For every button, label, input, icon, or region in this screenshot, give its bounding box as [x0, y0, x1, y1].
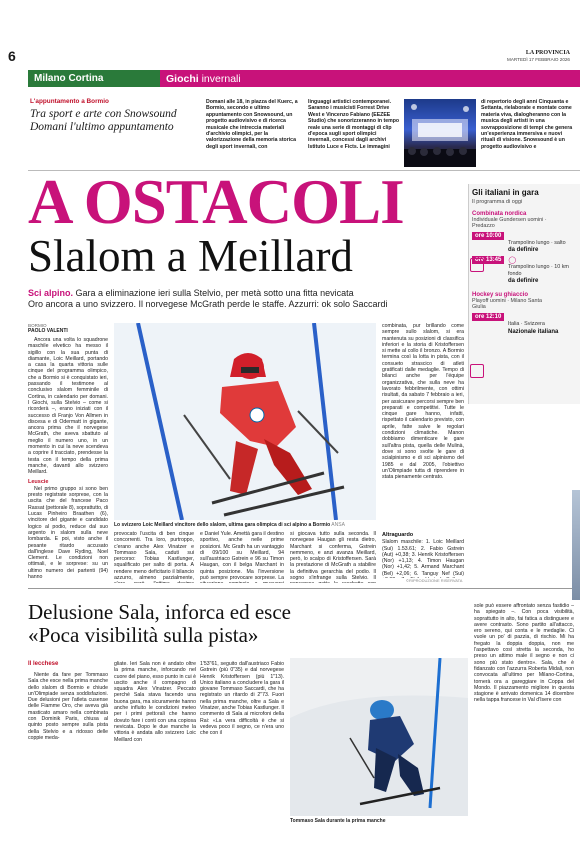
issue-date: MARTEDÌ 17 FEBBRAIO 2026	[507, 57, 570, 62]
main-subheadline: Slalom a Meillard	[28, 231, 353, 281]
sidebar-box	[468, 184, 580, 404]
sidebar-event	[472, 256, 580, 264]
sidebar-event	[472, 232, 580, 240]
results-box: Altraguardo Slalom maschile: 1. Loic Meillard (Sui) 1.53.61; 2. Fabio Gstrein (Aut) +0,38; 3. Henrik Kristoffersen (Nor) +1,13; 4. Timon Haugan (Nor) +1,42; 5. Armand Marchant (Bel) +2,06; 6. Tanguy Nef (Sui)	[382, 532, 464, 577]
event-details	[472, 240, 580, 253]
event-tv: Nazionale italiana	[508, 328, 559, 335]
top-story-headline: Tra sport e arte con Snowsound Domani l'ultimo appuntamento	[30, 108, 177, 133]
event-time: ore 13:45	[472, 256, 504, 264]
sidebar-block2-sport: Hockey su ghiaccio	[472, 292, 529, 299]
second-col3: 1'53"61, seguito dall'austriaco Fabio Gstrein (più 0"35) e dal norvegese Henrik Kristoffersen (più 1"13). Unico italiano a concludere la gara il giovane Tommaso Saccardi, che ha registrato un ritardo di 2"73. Fuori nella prima manche, oltre a Sala e Vinatzer, anche Tobias Kastlunger. Il commento di Sala ai microfoni della Rai: «La vera difficoltà è che si vedeva poco il segno, ce n'era uno che con il	[200, 661, 284, 737]
sidebar-subtitle: Il programma di oggi	[472, 199, 523, 205]
main-col3: e Daniel Yule. Amettà gara il destino sportivo, anche nelle prime posizioni. Mc Grath ha un vantaggio di 09/100 su Meillard, 94 sull'austriaco Gstrein e 96 su Timon Haugan, con il belga Marchant in quinta posizione. Ma l'inversione può sempre provocare sorprese. La	[200, 531, 284, 582]
top-story-col1: Domani alle 18, in piazza del Kuerc, a Bormio, secondo e ultimo appuntamento con Snowsound, un progetto audiovisivo e di ricerca musicale che intreccia materiali d'archivio olimpici, per la valorizzazione della memoria storica degli sport invernali, con	[206, 99, 298, 150]
main-headline: A OSTACOLI	[28, 167, 404, 237]
top-story-kicker: L'appuntamento a Bormio	[30, 98, 109, 105]
sidebar-event	[472, 313, 580, 321]
concert-stage-image	[404, 99, 476, 167]
byline: BORMIO PAOLO VALENTI	[28, 323, 68, 334]
event-desc: Trampolino lungo · 10 km fondo	[508, 264, 569, 277]
snowsound-photo	[404, 99, 476, 167]
event-tv: da definire	[508, 278, 539, 285]
skier-image	[114, 323, 376, 520]
sala-skier-image	[290, 658, 468, 816]
event-desc: Trampolino lungo · salto	[508, 240, 566, 246]
event-details	[472, 321, 580, 334]
main-col1: Ancora una volta lo squadrone maschile elvetico ha messo il sigillo con la sua punta di diamante, Loic Meillard, portando a casa la quarta vittoria sulle cinque del programma olimpico, che a Bormio si è conquistato ieri, passando il testimone al conclusivo slalom femminile di Cortina, in calendario per domani. I Giochi, sulla Stelvio – come si ricorderà –, erano iniziati con il successo di Franjo Von Allmen in discesa e di Odermatt in gigante, ancora prima che il norvegese McGrath, che aveva sbattuto al meglio il numero uno, in un momento in cui la neve scendeva a coprire il tracciato, prendesse la testa con il tempo della prima manche, davanti allo svizzero Meillard. Leuscie Nel primo gruppo si sono ben presto registrate sorprese, con la uscita che del francese Paco Rassat (pettorale 8), soprattutto, di Lucas Pinheiro Braathen (6), vincitore del gigante e candidato logico al podio, reduce dal suo argento in slalom sulla neve lombarda. E poi, visto anche il pesante ritardo accusato dall'inglese Dave Ryding, Noel Clement. Le condizioni non ottimali, e le sorprese: su un ultimo numero dei partenti (94) hanno	[28, 337, 108, 580]
main-col5: combinata, pur brillando come sempre sullo slalom, si era mantenuta su posizioni di classifica inferiori e la storia di Kristoffersen si mette al collo il bronzo. A Bormio termina così la lotta in pista, con il consueto strascico di atleti gratificati dalle medaglie. Tempo di bilanci anche per l'équipe organizzativa, che sulla neve ha lavorato febbrilmente, con ottimi risultati, da sabato 7 febbraio a ieri, per assicurare percorsi sempre ben preparati e competitivi. Tutte le cinque gare hanno, infatti, rispettato il calendario previsto, con aprile, fatte salve le regolari condizioni climatiche. Manon dobbiamo dimenticare le gare sull'altra pista, quella delle Mulinà, dove si sono svolte le gare di scialpinismo e di sci alpinismo del 1985 e dal 2005, l'obiettivo un'Olimpiade tutta di riprendere in stata pienamente centrato.	[382, 323, 464, 481]
second-headline: Delusione Sala, inforca ed esce «Poca visibilità sulla pista»	[28, 600, 291, 647]
sidebar-block2-desc: Playoff uomini · Milano Santa Giulia	[472, 298, 543, 311]
main-col4: si giocava tutto sulla seconda. Il norvegese Haugan gli resta dietro, Marchant si conferma, Gstrein nemmeno, e anzi avanza Meillard, però, lo scalpo di Kristoffersen. Sarà la prestazione di McGrath a stabilire la definitiva gerarchia del podio. Il sogno s'infrange sulla Stelvio. Il	[290, 531, 376, 582]
medal-icon: ◯	[508, 257, 517, 265]
section-left: Milano Cortina	[28, 70, 160, 87]
second-photo-caption: Tommaso Sala durante la prima manche	[290, 818, 386, 824]
sidebar-block1-sport: Combinata nordica	[472, 211, 527, 217]
section-right: Giochi invernali	[160, 70, 580, 87]
right-edge-image	[572, 490, 580, 600]
meillard-photo	[114, 323, 376, 520]
main-deck: Sci alpino. Gara a eliminazione ieri sulla Stelvio, per metà sotto una fitta nevicata Oro ancora a uno svizzero. Il norvegese McGrath perde le staffe. Azzurri: ok solo Saccardi	[28, 288, 388, 309]
sala-photo	[290, 658, 468, 816]
ski-jump-icon	[470, 258, 484, 272]
event-tv: da definire	[508, 247, 539, 254]
second-col1: Niente da fare per Tommaso Sala che esce nella prima manche dello slalom di Bormio e chiude un'Olimpiade senza soddisfazioni. Due delusioni per l'atleta cusense delle Fiamme Oro, che aveva già masticato amaro nella combinata con Dominik Paris, chiusa al quinto posto sempre sulla pista della Stelvio e a ridosso delle coppie meda-	[28, 672, 108, 741]
second-sub: Il lecchese	[28, 661, 59, 667]
divider	[28, 588, 580, 589]
main-col2: provocato l'uscita di ben cinque concorrenti. Tra loro, purtroppo, c'erano anche Alex Vinatzer e Tommaso Sala, caduti sui percorso: Tobias Kastlunger, squalificato per salto di porta. A rendere meno deficitario il bilancio azzurro, almeno parzialmente,	[114, 531, 194, 582]
top-story-col3: di repertorio degli anni Cinquanta e Settanta, rielaborate e montate come materia viva, dialogheranno con la musica degli artisti in una sovrapposizione di tempi che genera un'esperienza immersiva e nuovi rituali di visione. Snowsound è un progetto audiovisivo e	[481, 99, 573, 150]
event-desc: Italia · Svizzera	[508, 321, 545, 328]
sidebar-block1-desc: Individuale Gundersen uomini · Predazzo	[472, 217, 547, 229]
second-col4: sole può essere affrontato senza fastidio – ha spiegato –. Con poca visibilità, soprattutto in alto, fai fatica a distinguere e avere contrasto. Sono partito all'attacco, ero sereno, qui conta e le medaglie. Ci vuole un po' di pazzia, di rischio. Mi ha fregato la doppia doppia, non me l'aspettavo così stretta la seconda, ho preso un attimo male il segno e non ci sono più stato dentro». Sala, che è fidanzato con l'azzurra Roberta Midali, non convocata all'ultimo per Milano-Cortina, tornerà ora a gareggiare in Coppa del Mondo. Il piazzamento migliore in questa stagione è arrivato domenica 14 dicembre nella tappa francese in Val d'Isere con	[474, 603, 574, 704]
hockey-icon	[470, 364, 484, 378]
event-time: ore 12:10	[472, 313, 504, 321]
copyright: ©RIPRODUZIONE RISERVATA	[406, 578, 463, 583]
event-details	[472, 264, 580, 284]
main-photo-caption: Lo svizzero Loic Meillard vincitore dello slalom, ultima gara olimpica di sci alpino a Bormio ANSA	[114, 522, 345, 528]
top-story-col2: linguaggi artistici contemporanei. Saranno i musicisti Forrest Drive West e Vincenzo Fabiano (EEZEE Studio) che sonorizzeranno in tempo reale una serie di montaggi di clip d'epoca sugli sport olimpici invernali, concessi dagli archivi Istituto Luce e Ficts. Le immagini	[308, 99, 400, 150]
page-number: 6	[8, 48, 16, 64]
section-bar	[28, 70, 580, 87]
sidebar-title: Gli italiani in gara	[472, 188, 539, 197]
event-time: ore 10:00	[472, 232, 504, 240]
second-col2: gliate. Ieri Sala non è andato oltre la prima manche, inforcando nel cuore del piano, esso punto in cui è uscito anche il compagno di squadra Alex Vinatzer. Peccato perché Sala stava facendo una buona gara, ma sicuramente hanno anche influito le condizioni meteo per i primi pettorali che hanno dovuto fare i conti con una copiosa nevicata. Dopo le due manche la vittoria è andata allo svizzero Loic Meillard con	[114, 661, 196, 743]
masthead: LA PROVINCIA	[525, 50, 570, 56]
